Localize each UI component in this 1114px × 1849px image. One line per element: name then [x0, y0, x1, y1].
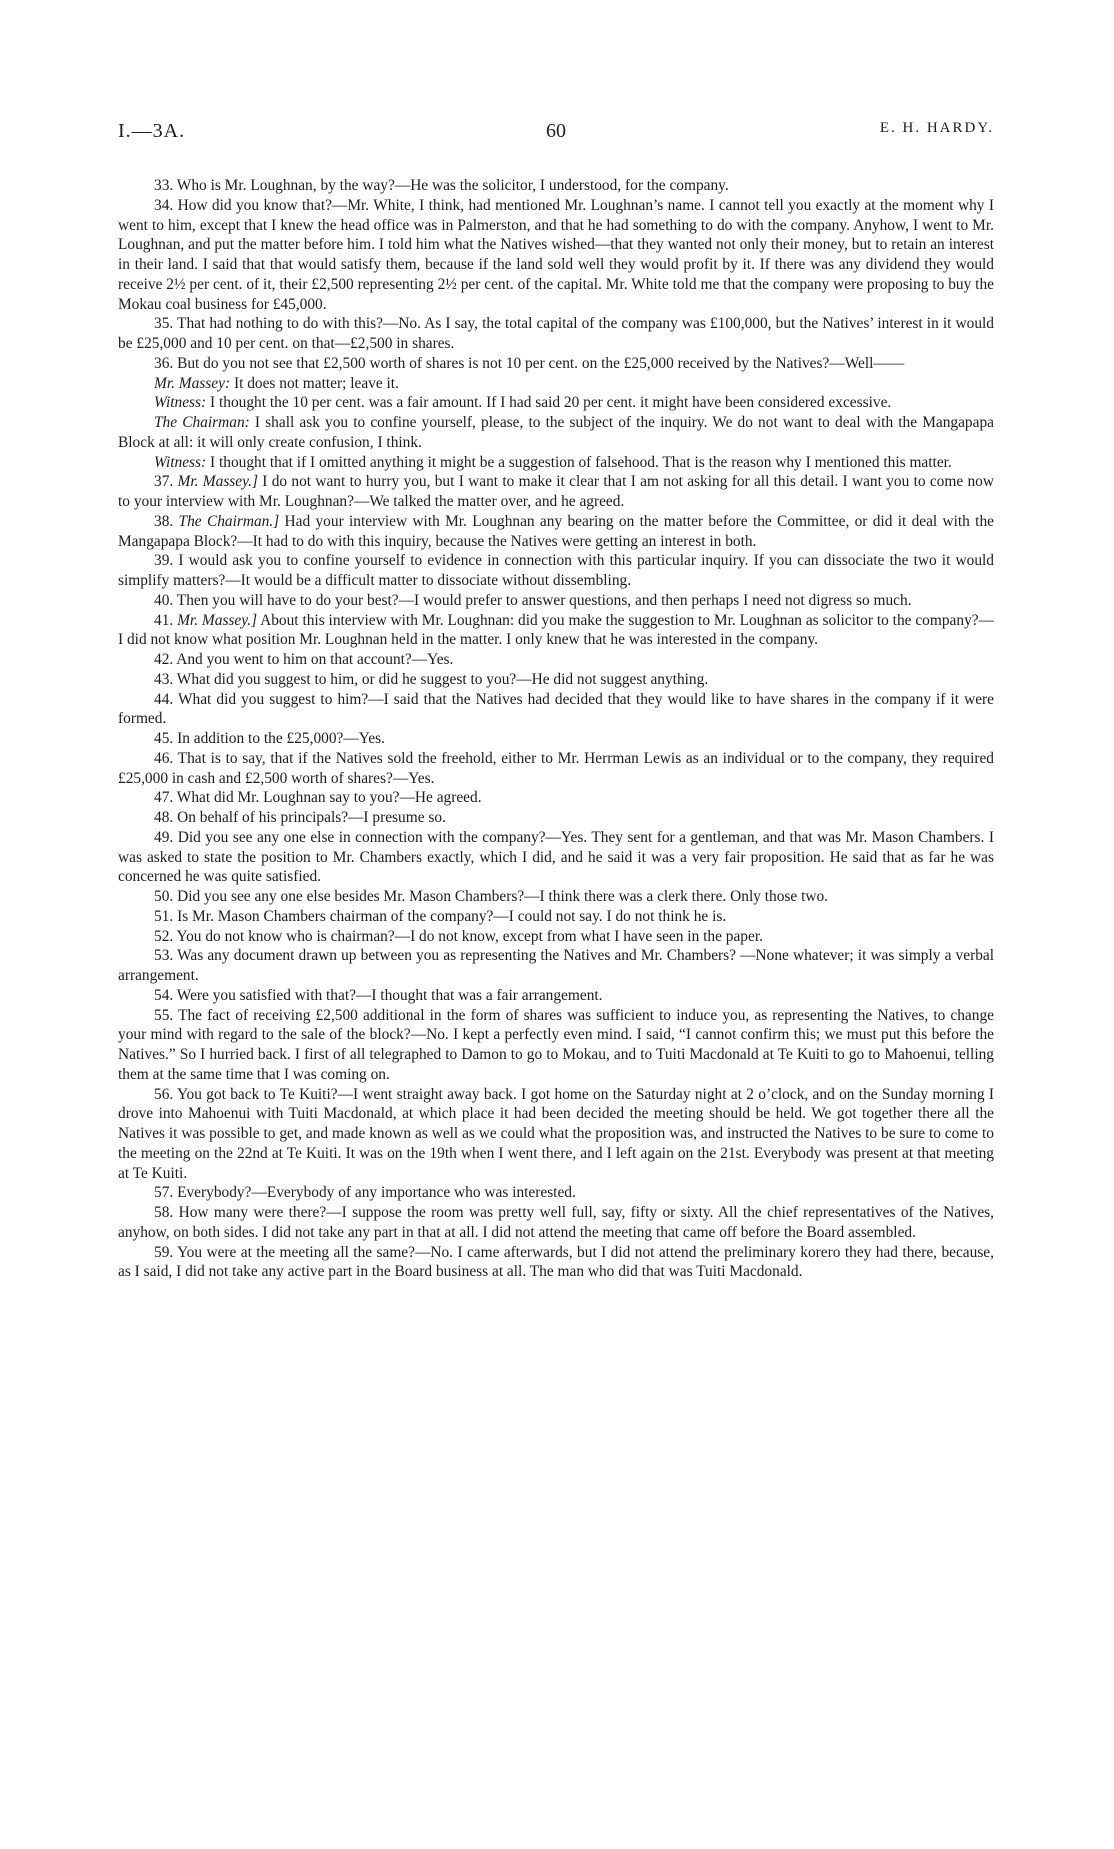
paragraph-text: 40. Then you will have to do your best?—I would prefer to answer questions, and then perhaps I need not digress so much. [154, 591, 912, 609]
transcript-paragraph [118, 808, 994, 828]
witness-name: E. H. HARDY. [879, 120, 994, 136]
transcript-paragraph [118, 788, 994, 808]
paragraph-text: 55. The fact of receiving £2,500 additional in the form of shares was sufficient to induce you, as representing the Natives, to change your mind with regard to the sale of the block?—No. I kept a perfectly even mind. I said, “I cannot confirm this; we must put this before the Natives.” So I hurried back. I first of all telegraphed to Damon to go to Mokau, and to Tuiti Macdonald at Te Kuiti to go to Mahoenui, telling them at the same time that I was coming on. [118, 1006, 994, 1083]
paragraph-text: 33. Who is Mr. Loughnan, by the way?—He was the solicitor, I understood, for the company. [154, 177, 729, 194]
paragraph-text: 53. Was any document drawn up between you as representing the Natives and Mr. Chambers? —None whatever; it was simply a verbal arrangement. [118, 947, 994, 984]
paragraph-text: 42. And you went to him on that account?—Yes. [154, 651, 454, 668]
transcript-paragraph [118, 413, 994, 453]
transcript-paragraph [118, 551, 994, 591]
paragraph-text: I thought that if I omitted anything it might be a suggestion of falsehood. That is the reason why I mentioned this matter. [210, 453, 952, 471]
transcript-paragraph [118, 887, 994, 907]
transcript-paragraph [118, 354, 994, 374]
transcript-paragraph [118, 927, 994, 947]
transcript-paragraph [118, 670, 994, 690]
page-header [118, 120, 994, 146]
paragraph-text: 45. In addition to the £25,000?—Yes. [154, 730, 385, 747]
paragraph-text: 43. What did you suggest to him, or did he suggest to you?—He did not suggest anything. [154, 670, 709, 688]
transcript-paragraph [118, 196, 994, 315]
transcript-paragraph [118, 512, 994, 552]
paragraph-text: 36. But do you not see that £2,500 worth of shares is not 10 per cent. on the £25,000 received by the Natives?—Well—— [154, 354, 905, 372]
transcript-paragraph [118, 176, 994, 196]
page-number: 60 [546, 120, 566, 142]
speaker-label [154, 612, 257, 629]
speaker-label: Mr. Massey: [154, 374, 231, 392]
transcript-paragraph [118, 749, 994, 789]
question-number: 38. [154, 512, 179, 530]
transcript-paragraph [118, 729, 994, 749]
paragraph-text: 47. What did Mr. Loughnan say to you?—He agreed. [154, 789, 482, 807]
speaker-name: Mr. Massey.] [177, 473, 258, 491]
transcript-paragraph [118, 1183, 994, 1203]
paragraph-text: 54. Were you satisfied with that?—I thought that was a fair arrangement. [154, 986, 603, 1004]
paragraph-text: 57. Everybody?—Everybody of any importance who was interested. [154, 1184, 576, 1202]
transcript-paragraph [118, 591, 994, 611]
transcript-paragraph [118, 472, 994, 512]
paragraph-text: 51. Is Mr. Mason Chambers chairman of the company?—I could not say. I do not think he is. [154, 907, 727, 925]
paragraph-text: 59. You were at the meeting all the same?—No. I came afterwards, but I did not attend the preliminary korero they had there, because, as I said, I did not take any active part in the Board business at all. The man who did that was Tuiti Macdonald. [118, 1243, 994, 1281]
transcript-paragraph [118, 1085, 994, 1184]
paragraph-text: 48. On behalf of his principals?—I presume so. [154, 809, 446, 826]
speaker-label [154, 513, 279, 530]
evidence-transcript [118, 176, 994, 1282]
paragraph-text: I do not want to hurry you, but I want to make it clear that I am not asking for all this detail. I want you to come now to your interview with Mr. Loughnan?—We talked the matter over, and he agreed. [118, 473, 994, 510]
transcript-paragraph [118, 690, 994, 730]
parliamentary-paper-reference: I.—3A. [118, 120, 186, 142]
paragraph-text: 56. You got back to Te Kuiti?—I went straight away back. I got home on the Saturday night at 2 o’clock, and on the Sunday morning I drove into Mahoenui with Tuiti Macdonald, at which place it had been decided the meeting should be held. We got together there all the Natives it was possible to get, and made known as well as we could what the proposition was, and instructed the Natives to be sure to come to the meeting on the 22nd at Te Kuiti. It was on the 19th when I went there, and I left again on the 21st. Everybody was present at that meeting at Te Kuiti. [118, 1085, 994, 1182]
paragraph-text: About this interview with Mr. Loughnan: did you make the suggestion to Mr. Loughnan as solicitor to the company?—I did not know what position Mr. Loughnan held in the matter. I only knew that he was interested in the company. [118, 611, 994, 649]
transcript-paragraph [118, 650, 994, 670]
paragraph-text: 34. How did you know that?—Mr. White, I think, had mentioned Mr. Loughnan’s name. I cannot tell you exactly at the moment why I went to him, except that I knew the head office was in Palmerston, and that he had something to do with the company. Anyhow, I went to Mr. Loughnan, and put the matter before him. I told him what the Natives wished—that they wanted not only their money, but to retain an interest in their land. I said that that would satisfy them, because if the land sold well they would profit by it. If there was any dividend they would receive 2½ per cent. of it, their £2,500 representing 2½ per cent. of the capital. Mr. White told me that the company were proposing to buy the Mokau coal business for £45,000. [118, 196, 994, 313]
transcript-paragraph [118, 314, 994, 354]
transcript-paragraph [118, 374, 994, 394]
speaker-label: Witness: [154, 394, 207, 412]
transcript-paragraph [118, 1203, 994, 1243]
transcript-paragraph [118, 1243, 994, 1283]
paragraph-text: 44. What did you suggest to him?—I said that the Natives had decided that they would like to have shares in the company if it were formed. [118, 690, 994, 728]
transcript-paragraph [118, 611, 994, 651]
paragraph-text: 46. That is to say, that if the Natives sold the freehold, either to Mr. Herrman Lewis as an individual or to the company, they required £25,000 in cash and £2,500 worth of shares?—Yes. [118, 749, 994, 787]
transcript-paragraph [118, 1006, 994, 1085]
transcript-paragraph [118, 946, 994, 986]
question-number: 37. [154, 473, 178, 491]
paragraph-text: 39. I would ask you to confine yourself to evidence in connection with this particular inquiry. If you can dissociate the two it would simplify matters?—It would be a difficult matter to dissociate without dissembling. [118, 552, 994, 589]
transcript-paragraph [118, 986, 994, 1006]
speaker-label: Witness: [154, 453, 207, 471]
speaker-label [154, 473, 258, 490]
paragraph-text: 58. How many were there?—I suppose the room was pretty well full, say, fifty or sixty. All the chief representatives of the Natives, anyhow, on both sides. I did not take any part in that at all. I did not attend the meeting that came off before the Board assembled. [118, 1204, 994, 1241]
transcript-paragraph [118, 907, 994, 927]
paragraph-text: 52. You do not know who is chairman?—I do not know, except from what I have seen in the paper. [154, 927, 763, 945]
paragraph-text: 50. Did you see any one else besides Mr. Mason Chambers?—I think there was a clerk there. Only those two. [154, 888, 829, 905]
transcript-paragraph [118, 453, 994, 473]
question-number: 41. [154, 611, 178, 629]
transcript-paragraph [118, 828, 994, 887]
paragraph-text: I thought the 10 per cent. was a fair amount. If I had said 20 per cent. it might have been considered excessive. [210, 394, 892, 412]
transcript-paragraph [118, 393, 994, 413]
paragraph-text: 35. That had nothing to do with this?—No. As I say, the total capital of the company was £100,000, but the Natives’ interest in it would be £25,000 and 10 per cent. on that—£2,500 in shares. [118, 315, 994, 352]
paragraph-text: Had your interview with Mr. Loughnan any bearing on the matter before the Committee, or did it deal with the Mangapapa Block?—It had to do with this inquiry, because the Natives were getting an interest in both. [118, 512, 994, 550]
paragraph-text: I shall ask you to confine yourself, please, to the subject of the inquiry. We do not want to deal with the Mangapapa Block at all: it will only create confusion, I think. [118, 414, 994, 451]
paragraph-text: 49. Did you see any one else in connection with the company?—Yes. They sent for a gentleman, and that was Mr. Mason Chambers. I was asked to state the position to Mr. Chambers exactly, which I did, and he said it was a very fair proposition. He said that as far he was concerned he was quite satisfied. [118, 828, 994, 886]
speaker-name: Mr. Massey.] [177, 611, 258, 629]
speaker-name: The Chairman.] [178, 512, 280, 530]
paragraph-text: It does not matter; leave it. [233, 374, 399, 392]
speaker-label: The Chairman: [154, 414, 250, 431]
